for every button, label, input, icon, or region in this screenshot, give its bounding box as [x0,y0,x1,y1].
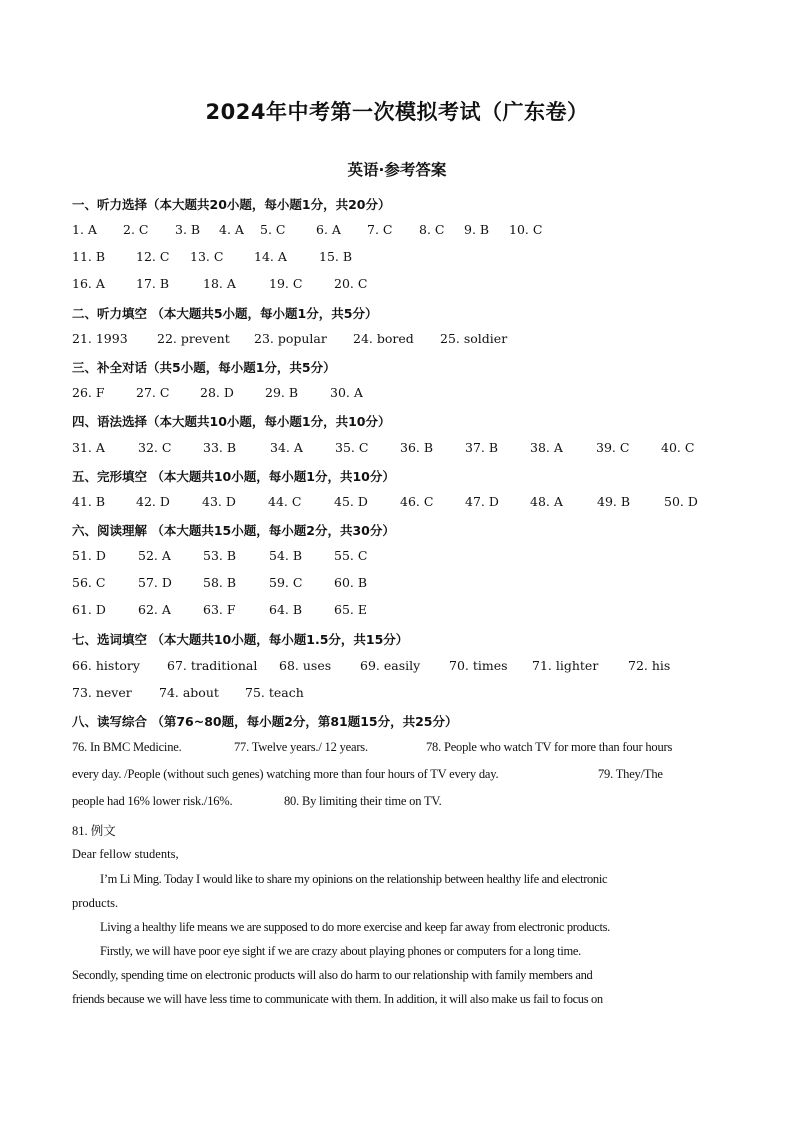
essay-paragraph-1: I’m Li Ming. Today I would like to share my opinions on the relationship between healthy life and electronic [100,872,608,886]
essay-paragraph-3-cont: Secondly, spending time on electronic products will also do harm to our relationship with family members and [72,968,593,982]
answer-item: 40. C [661,440,695,455]
section-heading-8: 八、读写综合 （第76~80题，每小题2分，第81题15分，共25分） [72,714,458,729]
answer-row [72,575,752,593]
answer-80: 80. By limiting their time on TV. [284,794,442,808]
answer-item: 26. F [72,385,105,400]
answer-row [72,331,752,349]
answer-item: 67. traditional [167,658,258,673]
essay-paragraph-1-cont: products. [72,896,119,910]
answer-item: 22. prevent [157,331,230,346]
answer-item: 23. popular [254,331,327,346]
answer-item: 55. C [334,548,368,563]
answer-item: 74. about [159,685,219,700]
answer-item: 31. A [72,440,105,455]
answer-item: 64. B [269,602,303,617]
answer-row [72,658,752,676]
answer-item: 61. D [72,602,106,617]
essay-paragraph-2: Living a healthy life means we are supposed to do more exercise and keep far away from electronic products. [100,920,610,934]
answer-item: 36. B [400,440,434,455]
section-heading-7: 七、选词填空 （本大题共10小题，每小题1.5分，共15分） [72,632,409,647]
answer-item: 3. B [175,222,201,237]
answer-item: 1. A [72,222,97,237]
section-heading-4: 四、语法选择（本大题共10小题，每小题1分，共10分） [72,414,391,429]
answers-line-3 [72,794,732,812]
answer-item: 50. D [664,494,698,509]
answer-76: 76. In BMC Medicine. [72,740,182,754]
answer-item: 30. A [330,385,363,400]
section-heading-1: 一、听力选择（本大题共20小题，每小题1分，共20分） [72,197,391,212]
answer-item: 6. A [316,222,341,237]
section-heading-3: 三、补全对话（共5小题，每小题1分，共5分） [72,360,336,375]
answer-78: 78. People who watch TV for more than four hours [426,740,673,754]
answer-item: 73. never [72,685,132,700]
answer-item: 53. B [203,548,237,563]
answer-item: 70. times [449,658,508,673]
answer-item: 69. easily [360,658,421,673]
answer-item: 9. B [464,222,490,237]
answer-item: 60. B [334,575,368,590]
answer-item: 4. A [219,222,244,237]
answer-item: 48. A [530,494,563,509]
answer-item: 68. uses [279,658,332,673]
answer-item: 54. B [269,548,303,563]
answer-item: 71. lighter [532,658,599,673]
answer-item: 49. B [597,494,631,509]
essay-label: 81. 例文 [72,824,116,838]
essay-paragraph-3-cont: friends because we will have less time to communicate with them. In addition, it will also make us fail to focus on [72,992,603,1006]
answer-item: 43. D [202,494,236,509]
answer-item: 32. C [138,440,172,455]
answer-item: 13. C [190,249,224,264]
answer-item: 8. C [419,222,445,237]
answer-item: 38. A [530,440,563,455]
answer-item: 44. C [268,494,302,509]
answer-item: 39. C [596,440,630,455]
answer-item: 58. B [203,575,237,590]
page-title: 2024年中考第一次模拟考试（广东卷） [205,100,589,124]
answer-item: 75. teach [245,685,304,700]
essay-paragraph-3: Firstly, we will have poor eye sight if we are crazy about playing phones or computers for a long time. [100,944,581,958]
answer-row [72,385,752,403]
answers-line-2 [72,767,732,785]
answer-item: 15. B [319,249,353,264]
answer-79-cont: people had 16% lower risk./16%. [72,794,233,808]
answer-item: 16. A [72,276,105,291]
answer-row [72,548,752,566]
answer-item: 29. B [265,385,299,400]
answer-item: 59. C [269,575,303,590]
answer-item: 42. D [136,494,170,509]
answer-item: 57. D [138,575,172,590]
answer-row [72,276,752,294]
answer-item: 35. C [335,440,369,455]
answer-item: 12. C [136,249,170,264]
answer-item: 7. C [367,222,393,237]
answer-item: 51. D [72,548,106,563]
answer-item: 14. A [254,249,287,264]
answer-item: 25. soldier [440,331,508,346]
essay-greeting: Dear fellow students, [72,847,179,861]
answers-line-1 [72,740,732,758]
answer-item: 2. C [123,222,149,237]
answer-item: 66. history [72,658,140,673]
answer-item: 45. D [334,494,368,509]
answer-item: 21. 1993 [72,331,128,346]
answer-row [72,222,752,240]
answer-item: 24. bored [353,331,414,346]
answer-row [72,249,752,267]
answer-row [72,685,752,703]
section-heading-6: 六、阅读理解 （本大题共15小题，每小题2分，共30分） [72,523,395,538]
answer-item: 47. D [465,494,499,509]
answer-78-cont: every day. /People (without such genes) watching more than four hours of TV every day. [72,767,499,781]
answer-item: 63. F [203,602,236,617]
answer-item: 72. his [628,658,671,673]
answer-row [72,440,752,458]
answer-77: 77. Twelve years./ 12 years. [234,740,368,754]
answer-item: 56. C [72,575,106,590]
answer-item: 10. C [509,222,543,237]
section-heading-5: 五、完形填空 （本大题共10小题，每小题1分，共10分） [72,469,395,484]
answer-item: 11. B [72,249,106,264]
answer-item: 20. C [334,276,368,291]
answer-item: 19. C [269,276,303,291]
page-subtitle: 英语·参考答案 [347,161,447,179]
answer-item: 33. B [203,440,237,455]
answer-item: 28. D [200,385,234,400]
answer-row [72,602,752,620]
answer-item: 5. C [260,222,286,237]
answer-item: 37. B [465,440,499,455]
answer-item: 34. A [270,440,303,455]
section-heading-2: 二、听力填空 （本大题共5小题，每小题1分，共5分） [72,306,378,321]
answer-item: 27. C [136,385,170,400]
answer-item: 46. C [400,494,434,509]
answer-79: 79. They/The [598,767,663,781]
answer-item: 65. E [334,602,367,617]
answer-item: 41. B [72,494,106,509]
answer-item: 18. A [203,276,236,291]
answer-row [72,494,752,512]
answer-item: 52. A [138,548,171,563]
answer-item: 62. A [138,602,171,617]
answer-item: 17. B [136,276,170,291]
